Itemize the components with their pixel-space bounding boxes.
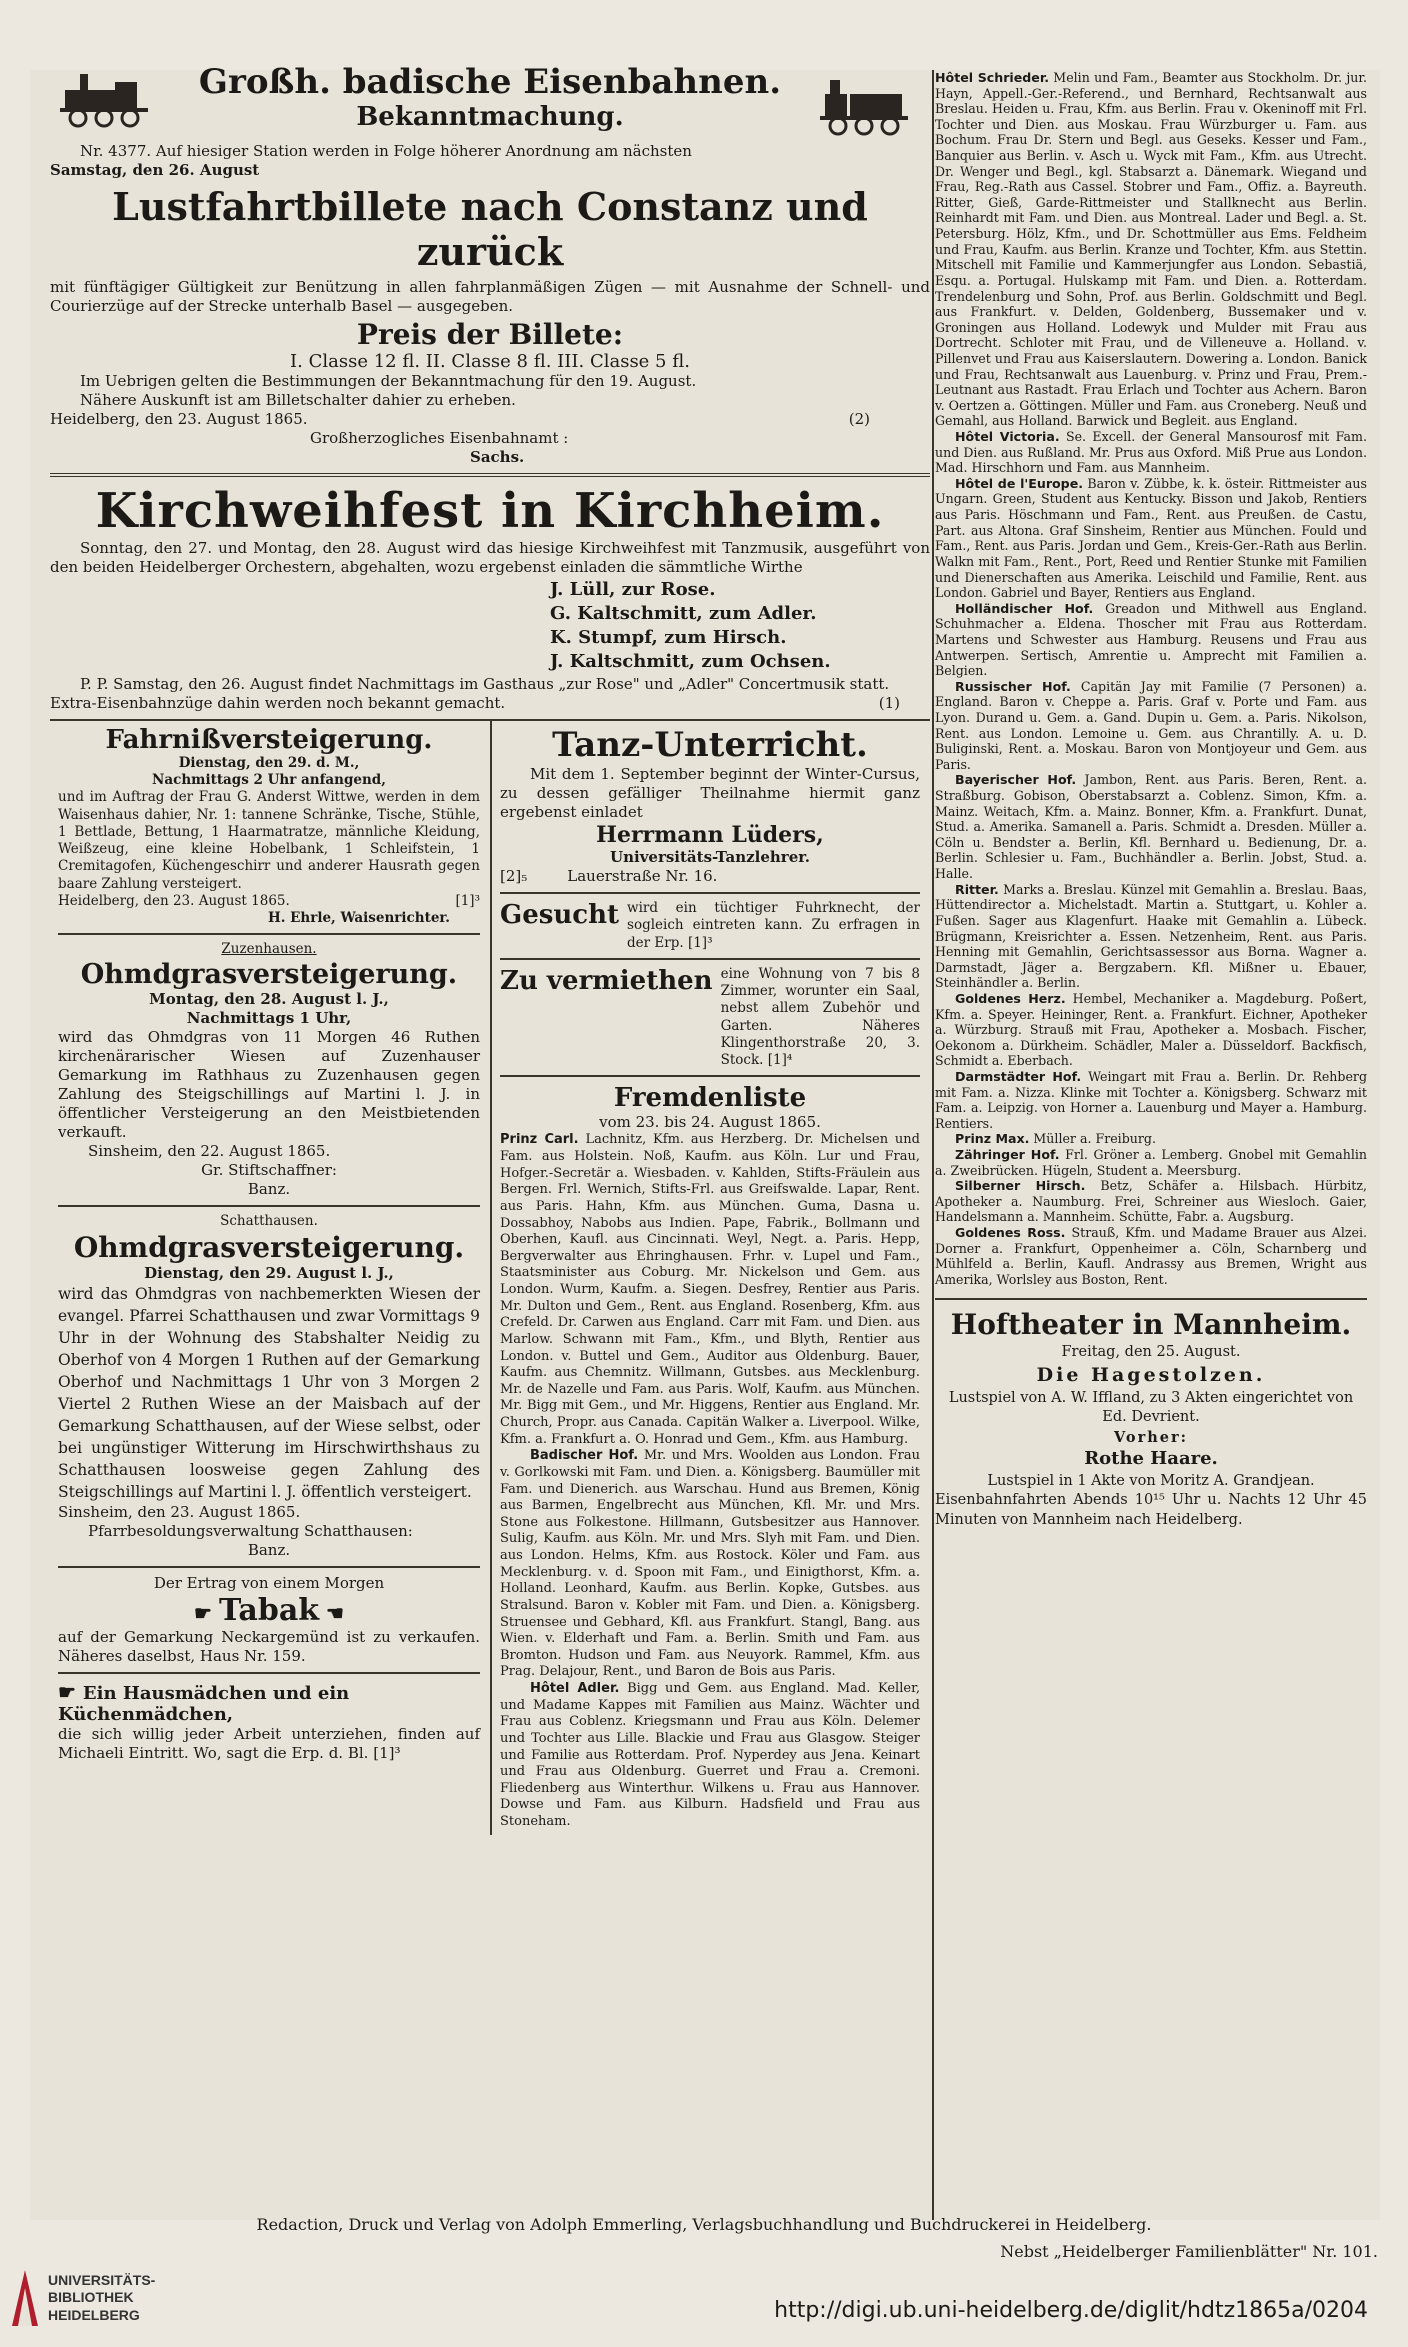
host: K. Stumpf, zum Hirsch. — [550, 627, 787, 649]
ohmd2-place: Sinsheim, den 23. August 1865. — [58, 1502, 301, 1521]
fahrnis-notice — [58, 725, 480, 928]
fahrnis-number: [1]³ — [455, 892, 480, 909]
hotel-guests: Mr. und Mrs. Woolden aus London. Frau v. Gorlkowski mit Fam. und Dien. a. Königsberg. Baumüller mit Fam. und Dienerich. aus Warschau. Hund aus Bremen, König aus Barmen, Engelbrecht aus München, Kfl. Mr. und Mrs. Stone aus Folkestone. Hillmann, Gutsbesitzer aus Hannover. Sulig, Kaufm. aus Köln. Mr. und Mrs. Slyh mit Fam. und Dien. aus London. Helms, Kfm. aus Rostock. Köler und Fam. aus Mecklenburg. v. d. Spoon mit Fam., und Einigthorst, Kfm. a. Holland. Leonhard, Kaufm. aus Berlin. Kopke, Gutsbes. aus Stralsund. Baron v. Kobler mit Fam. und Dien. a. Königsberg. Struensee und Gebhard, Kfl. aus Frankfurt. Stangl, Bang. aus Wien. v. Elderhaft und Fam. a. Berlin. Smith und Fam. aus Bromton. Hudson und Fam. aus Neuyork. Rammel, Kfm. aus Prag. Delajour, Rent., und Baron de Bois aus Paris. — [500, 1448, 920, 1680]
fremden-entry — [935, 1178, 1367, 1225]
theater-desc2: Lustspiel in 1 Akte von Moritz A. Grandjean. — [987, 1472, 1315, 1489]
railway-notice — [50, 62, 930, 467]
hotel-guests: Melin und Fam., Beamter aus Stockholm. Dr. jur. Hayn, Appell.-Ger.-Referend., und Bernhard, Rechtsanwalt aus Breslau. Heiden u. Frau, Kfm. aus Berlin. Frau v. Okeninoff mit Frl. Tochter und Dien. aus Moskau. Frau Würzburger u. Fam. aus Bochum. Frau Dr. Stern und Begl. aus Geseks. Kesser und Fam., Banquier aus Berlin. v. Asch u. Wyck mit Fam., Kfm. aus Utrecht. Dr. Wenger und Begl., kgl. Stabsarzt a. Dänemark. Wiegand und Frau, Reg.-Rath aus Cassel. Stobrer und Fam., Offiz. a. Bayreuth. Ritter, Gieß, Garde-Rittmeister und Stallknecht aus Berlin. Reinhardt mit Fam. und Dien. aus Montreal. Lader und Begl. a. St. Petersburg. Hölz, Kfm., und Dr. Schottmüller aus Ems. Feldheim und Frau, Kaufm. aus Berlin. Kranze und Tochter, Kfm. aus Stettin. Mitschell mit Familie und Kammerjungfer aus London. Sebastiä, Esqu. a. Portugal. Hulskamp mit Fam. und Dien. a. Rotterdam. Trendelenburg und Sohn, Prof. aus Berlin. Goldschmitt und Begl. aus Frankfurt. v. Delden, Goldenberg, Bussemaker und v. Groningen aus Holland. Lodewyk und Mulder mit Frau aus Dortrecht. Schloter mit Frau, und de Villeneuve a. Holland. v. Pillenvet und Frau aus Kaiserslautern. Dowering a. London. Banick und Frau, Rechtsanwalt aus Lauenburg. v. Prinz und Frau, Prem.-Leutnant aus Rastadt. Frau Erlach und Tochter aus Achern. Baron v. Oertzen a. Göttingen. Müller und Fam. aus Croneberg. Neuß und Gemahl, aus Holland. Barwick und Begleit. aus England. — [935, 70, 1367, 429]
library-name: UNIVERSITÄTS- — [48, 2271, 156, 2288]
hausmaedchen-number: [1]³ — [373, 1743, 401, 1762]
fremden-entry — [935, 70, 1367, 429]
hotel-guests: Baron v. Zübbe, k. k. östeir. Rittmeister aus Ungarn. Green, Student aus Kentucky. Bisson und Jakob, Rentiers aus Paris. Höschmann und Fam., Rent. aus Preußen. de Castu, Part. aus Altona. Graf Sinsheim, Rentier aus München. Fould und Fam., Rent. aus Paris. Jordan und Gem., Kreis-Ger.-Rath aus Berlin. Walkn mit Fam., Rent., Port, Reed und Rentier Stunke mit Familien und Dienerschaften aus Amerika. Leischild und Familie, Rent. aus London. Gabriel und Bayer, Rentiers aus England. — [935, 475, 1367, 601]
kirchweih-extra: Extra-Eisenbahnzüge dahin werden noch bekannt gemacht. — [50, 693, 506, 712]
fremden-entry — [935, 1225, 1367, 1287]
hotel-name: Silberner Hirsch. — [955, 1178, 1086, 1194]
railway-subtitle: Bekanntmachung. — [356, 102, 624, 132]
theater-title: Hoftheater in Mannheim. — [950, 1307, 1352, 1341]
hotel-name: Bayerischer Hof. — [955, 772, 1077, 788]
railway-office: Großherzogliches Eisenbahnamt : — [310, 429, 569, 448]
newspaper-page — [30, 62, 1380, 2220]
hausmaedchen-title: Ein Hausmädchen und ein Küchenmädchen, — [58, 1682, 350, 1725]
fremden-entry — [935, 1131, 1367, 1147]
hotel-guests: Betz, Schäfer a. Hilsbach. Hürbitz, Apotheker a. Naumburg. Frei, Schreiner aus Wiesloch. Gaier, Handelsmann a. Mannheim. Schütte, Fabr. a. Augsburg. — [935, 1178, 1367, 1225]
price-list: I. Classe 12 fl. II. Classe 8 fl. III. Classe 5 fl. — [290, 351, 690, 373]
railway-signer: Sachs. — [470, 448, 525, 467]
pointing-hand-icon: ☚ — [319, 1600, 344, 1625]
subcolumn-left — [50, 721, 490, 1835]
fahrnis-title: Fahrnißversteigerung. — [105, 724, 433, 755]
ohmd2-office: Pfarrbesoldungsverwaltung Schatthausen: — [88, 1521, 413, 1540]
divider — [50, 473, 930, 477]
fremden-title: Fremdenliste — [613, 1083, 807, 1114]
railway-note: Im Uebrigen gelten die Bestimmungen der Bekanntmachung für den 19. August. — [80, 372, 697, 391]
ohmd1-body: wird das Ohmdgras von 11 Morgen 46 Ruthen kirchenärarischer Wiesen auf Zuzenhauser Gemarkung im Rathhaus zu Zuzenhausen gegen Zahlung des Steigschillings auf Martini l. J. in öffentlicher Versteigerung an den Meistbietenden verkauft. — [58, 1027, 480, 1142]
hotel-name: Darmstädter Hof. — [955, 1069, 1082, 1084]
host: J. Lüll, zur Rose. — [550, 578, 716, 600]
kirchweih-notice — [50, 483, 930, 712]
ohmd2-notice — [58, 1213, 480, 1559]
fremden-entry — [935, 1069, 1367, 1131]
locomotive-icon — [60, 68, 150, 128]
kirchweih-title: Kirchweihfest in Kirchheim. — [95, 483, 885, 540]
fremden-entry — [935, 601, 1367, 679]
subcolumn-right — [490, 721, 930, 1835]
ohmd1-date: Montag, den 28. August l. J., — [149, 989, 389, 1008]
ohmd1-title: Ohmdgrasversteigerung. — [80, 958, 458, 990]
hotel-name: Badischer Hof. — [530, 1448, 639, 1464]
railway-date: Samstag, den 26. August — [50, 161, 260, 180]
hotel-guests: Lachnitz, Kfm. aus Herzberg. Dr. Michelsen und Fam. aus Holstein. Noß, Kaufm. aus Köln. Lur und Frau, Hofger.-Secretär a. Wiesbaden. v. Kahlden, Stifts-Fräulein aus Bergen. Frl. Wernich, Stifts-Frl. aus Greifswalde. Lapar, Rent. aus Paris. Hahn, Kfm. aus München. Guma, Dasna u. Dossabhoy, Nabobs aus Indien. Pape, Fabrik., Bollmann und Oberhen, Kaufl. aus Cincinnati. Weyl, Negt. a. Paris. Hepp, Bergverwalter aus Ehringhausen. Frhr. v. Lupel und Fam., Staatsminister aus Coburg. Mr. Nickelson und Gem. aus London. Wurm, Kaufm. a. Siegen. Desfrey, Rentier aus Paris. Mr. Dulton und Gem., Rent. aus England. Rosenberg, Kfm. aus Crefeld. Dr. Carwen aus England. Carr mit Fam. und Dien. aus Marlow. Schwann mit Fam., Kfm., und Blyth, Rentier aus London. v. Buttel und Gem., Auditor aus Oldenburg. Bauer, Kaufm. aus Chemnitz. Willmann, Gutsbes. aus Mecklenburg. Mr. de Nazelle und Fam. aus Paris. Wolf, Kaufm. aus München. Mr. Bigg mit Gem., und Mr. Higgens, Rentier aus England. Mr. Church, Propr. aus Canada. Capitän Walker a. Liverpool. Wilke, Kfm. a. Frankfurt a. O. Honrad und Gem., Kfm. aus Hamburg. — [500, 1132, 920, 1447]
hotel-name: Zähringer Hof. — [955, 1147, 1060, 1163]
fahrnis-body: und im Auftrag der Frau G. Anderst Wittwe, werden in dem Waisenhaus dahier, Nr. 1: tannene Schränke, Tische, Stühle, 1 Bettlade, Bettung, 1 Haarmatratze, männliche Kleidung, Weißzeug, eine kleine Hobelbank, 1 Schleifstein, 1 Cremitagofen, Küchengeschirr und anderer Hausrath gegen baare Zahlung versteigert. — [58, 789, 480, 892]
tanz-notice — [500, 725, 920, 886]
ohmd1-place: Sinsheim, den 22. August 1865. — [88, 1142, 331, 1161]
imprint: Redaction, Druck und Verlag von Adolph Emmerling, Verlagsbuchhandlung und Buchdruckerei in Heidelberg. — [256, 2215, 1152, 2234]
hotel-guests: Jambon, Rent. aus Paris. Beren, Rent. a. Straßburg. Gobison, Oberstabsarzt a. Coblenz. Simon, Kfm. a. Mainz. Weitach, Kfm. a. Mainz. Bonner, Kfm. a. Frankfurt. Dunat, Stud. a. Amerika. Samanell a. Paris. Schmidt a. Dresden. Müller a. Cöln u. Bendster a. Berlin, Kfl. Bernhard u. Bedienung, Dr. a. Berlin. Schlesier u. Fam., Buchhändler a. Berlin. Jobst, Stud. a. Halle. — [935, 772, 1367, 882]
gesucht-number: [1]³ — [687, 934, 713, 951]
tanz-body: Mit dem 1. September beginnt der Winter-Cursus, zu dessen gefälliger Theilnahme hiermit ganz ergebenst einladet — [500, 764, 920, 821]
fremden-entry — [500, 1132, 920, 1448]
fremdenliste — [500, 1083, 920, 1830]
library-crest-icon — [10, 2268, 40, 2328]
library-logo — [10, 2268, 155, 2328]
ohmd1-signer: Banz. — [247, 1180, 291, 1199]
hotel-guests: Strauß, Kfm. und Madame Brauer aus Alzei. Dorner a. Frankfurt, Oppenheimer a. Cöln, Scharnberg und Mühlfeld a. Berlin, Kaufl. Andrassy aus Bremen, Wright aus Amerika, Worlsley aus Boston, Rent. — [935, 1225, 1367, 1287]
hotel-name: Ritter. — [955, 881, 999, 897]
theater-play2: Rothe Haare. — [1084, 1448, 1218, 1470]
divider — [935, 1298, 1367, 1300]
gesucht-title: Gesucht — [500, 900, 620, 931]
fremden-entry — [935, 476, 1367, 601]
hotel-guests: Capitän Jay mit Familie (7 Personen) a. England. Baron v. Cheppe a. Paris. Graf v. Porte und Fam. aus Lyon. Durand u. Gem. a. Gand. Dupin u. Gem. a. Paris. Nikolson, Rent. aus London. Lemoine u. Gem. aus Chrantilly. A. u. D. Buliginski, Rent. a. Moskau. Baron von Montjoyeur und Gem. aus Paris. — [935, 678, 1367, 772]
divider — [58, 1672, 480, 1674]
hotel-guests: Se. Excell. der General Mansourosf mit Fam. und Dien. aus Rußland. Mr. Prus aus Oxford. Miß Prue aus London. Mad. Hirschhorn und Fam. aus Mannheim. — [935, 429, 1367, 476]
fremden-entry — [935, 882, 1367, 991]
kirchweih-hosts — [550, 578, 930, 675]
ohmd2-signer: Banz. — [247, 1540, 291, 1559]
hotel-guests: Greadon und Mithwell aus England. Schuhmacher a. Eldena. Thoscher mit Frau aus Rotterdam. Martens und Schwester aus Hamburg. Reusens und Frau aus Antwerpen. Sertisch, Amrentie u. Amprecht mit Familien a. Belgien. — [935, 600, 1368, 679]
pointing-hand-icon: ☛ — [194, 1600, 219, 1625]
library-name: HEIDELBERG — [48, 2306, 140, 2323]
price-heading: Preis der Billete: — [356, 318, 624, 352]
vermiethen-title: Zu vermiethen — [500, 965, 713, 996]
hotel-guests: Hembel, Mechaniker a. Magdeburg. Poßert, Kfm. a. Speyer. Heininger, Rent. a. Frankfurt. Eichner, Apotheker a. Würzburg. Strauß mit Frau, Apotheker a. Mosbach. Fischer, Oekonom a. Dürkheim. Schädler, Maler a. Düsseldorf. Backfisch, Schmidt a. Eberbach. — [935, 990, 1367, 1069]
fremden-entry — [935, 772, 1367, 881]
railway-place-date: Heidelberg, den 23. August 1865. — [50, 410, 308, 429]
column-rule — [932, 70, 934, 2220]
railway-number: (2) — [848, 410, 870, 429]
railway-title: Großh. badische Eisenbahnen. — [198, 62, 782, 102]
hotel-guests: Bigg und Gem. aus England. Mad. Keller, und Madame Kappes mit Familien aus Mainz. Wächter und Frau aus Coblenz. Kriegsmann und Frau aus Köln. Delemer und Tochter aus Lille. Blackie und Frau aus Glasgow. Steiger und Familie aus Rotterdam. Prof. Nyperdey aus Jena. Keinart und Frau aus Oldenburg. Guerret und Frau a. Cremoni. Fliedenberg aus Winterthur. Wilkens u. Frau aus Hannover. Dowse und Fam. aus Kilburn. Hadsfield und Frau aus Stoneham. — [500, 1681, 920, 1830]
left-column — [50, 62, 930, 1835]
divider — [500, 892, 920, 894]
hotel-guests: Marks a. Breslau. Künzel mit Gemahlin a. Breslau. Baas, Hüttendirector a. Michelstadt. Martin a. Stuttgart, u. Kohler a. Fußen. Sager aus Klagenfurt. Haake mit Gemahlin a. Lübeck. Brügmann, Kreisrichter a. Essen. Netzenheim, Rent. aus Paris. Henning mit Gemahlin, Gerichtsassessor aus Borna. Wagner a. Darmstadt, Jäger a. Bergzabern. Kfl. Mißner u. Ebauer, Steinhändler a. Berlin. — [935, 881, 1367, 991]
library-name: BIBLIOTHEK — [48, 2289, 134, 2306]
hotel-guests: Weingart mit Frau a. Berlin. Dr. Rehberg mit Fam. a. Nizza. Klinke mit Tochter a. Königsberg. Schwarz mit Fam. a. Leipzig. von Horner a. Lauenburg und Mayer a. Hamburg. Rentiers. — [935, 1069, 1368, 1131]
hotel-name: Russischer Hof. — [955, 678, 1071, 694]
hotel-name: Prinz Max. — [955, 1131, 1030, 1147]
divider — [500, 1075, 920, 1077]
divider — [58, 1205, 480, 1207]
tanz-title: Tanz-Unterricht. — [552, 724, 868, 765]
tanz-role: Universitäts-Tanzlehrer. — [610, 847, 810, 866]
tabak-notice — [58, 1574, 480, 1666]
gesucht-body: wird ein tüchtiger Fuhrknecht, der sogleich eintreten kann. Zu erfragen in der Erp. — [627, 900, 920, 951]
divider — [58, 933, 480, 935]
theater-play: Die Hagestolzen. — [1036, 1363, 1266, 1386]
fremden-entry — [500, 1681, 920, 1831]
ohmd1-village: Zuzenhausen. — [221, 941, 317, 958]
fremden-entry — [935, 429, 1367, 476]
hotel-guests: Frl. Gröner a. Lemberg. Gnobel mit Gemahlin a. Zweibrücken. Hügeln, Student a. Meersburg. — [935, 1147, 1367, 1178]
tabak-pre: Der Ertrag von einem Morgen — [153, 1573, 385, 1592]
host: J. Kaltschmitt, zum Ochsen. — [550, 651, 831, 673]
theater-date: Freitag, den 25. August. — [1061, 1344, 1241, 1361]
supplement-note: Nebst „Heidelberger Familienblätter" Nr. 101. — [1000, 2242, 1378, 2261]
hotel-name: Hôtel de l'Europe. — [955, 475, 1084, 491]
hausmaedchen-body: die sich willig jeder Arbeit unterziehen, finden auf Michaeli Eintritt. Wo, sagt die Erp. d. Bl. — [58, 1724, 480, 1762]
ohmd2-date: Dienstag, den 29. August l. J., — [144, 1263, 394, 1282]
tanz-number: [2]₅ — [500, 866, 528, 885]
fremden-entry — [935, 1147, 1367, 1178]
divider — [500, 958, 920, 960]
theater-notice — [935, 1306, 1367, 1531]
divider — [58, 1566, 480, 1568]
fremden-entry — [500, 1448, 920, 1681]
railway-body: mit fünftägiger Gültigkeit zur Benützung in allen fahrplanmäßigen Zügen — mit Ausnahme der Schnell- und Courierzüge auf der Strecke unterhalb Basel — ausgegeben. — [50, 278, 930, 316]
vermiethen-number: [1]⁴ — [767, 1052, 793, 1069]
ohmd2-village: Schatthausen. — [220, 1213, 318, 1230]
ohmd1-time: Nachmittags 1 Uhr, — [186, 1008, 352, 1027]
vermiethen-body: eine Wohnung von 7 bis 8 Zimmer, worunter ein Saal, nebst allem Zubehör und Garten. Näheres Klingenthorstraße 20, 3. Stock. — [720, 965, 920, 1069]
railway-note: Nähere Auskunft ist am Billetschalter dahier zu erheben. — [80, 391, 516, 410]
hotel-name: Hôtel Schrieder. — [935, 70, 1050, 85]
tanz-address: Lauerstraße Nr. 16. — [567, 866, 718, 885]
ohmd2-title: Ohmdgrasversteigerung. — [73, 1230, 465, 1264]
hausmaedchen-notice — [58, 1680, 480, 1763]
hotel-name: Holländischer Hof. — [955, 600, 1094, 616]
subcolumns — [50, 719, 930, 1835]
pointing-hand-icon: ☛ — [58, 1679, 83, 1704]
tabak-body: auf der Gemarkung Neckargemünd ist zu verkaufen. Näheres daselbst, Haus Nr. 159. — [58, 1627, 480, 1665]
railway-headline: Lustfahrtbillete nach Constanz und zurück — [112, 184, 868, 275]
fahrnis-place: Heidelberg, den 23. August 1865. — [58, 892, 290, 909]
kirchweih-pp: P. P. Samstag, den 26. August findet Nachmittags im Gasthaus „zur Rose" und „Adler" Concertmusik statt. — [80, 674, 890, 693]
railway-intro: Nr. 4377. Auf hiesiger Station werden in Folge höherer Anordnung am nächsten — [80, 142, 692, 160]
gesucht-notice — [500, 900, 920, 952]
hotel-name: Hôtel Adler. — [530, 1681, 620, 1697]
fahrnis-date: Dienstag, den 29. d. M., — [178, 754, 360, 771]
theater-rail: Eisenbahnfahrten Abends 10¹⁵ Uhr u. Nachts 12 Uhr 45 Minuten von Mannheim nach Heidelberg. — [935, 1492, 1367, 1528]
source-url-link[interactable]: http://digi.ub.uni-heidelberg.de/diglit/hdtz1865a/0204 — [774, 2298, 1368, 2323]
theater-before: Vorher: — [1114, 1428, 1188, 1446]
fremden-date: vom 23. bis 24. August 1865. — [599, 1113, 821, 1132]
fremden-entry — [935, 679, 1367, 773]
hotel-name: Hôtel Victoria. — [955, 429, 1060, 445]
hotel-name: Goldenes Herz. — [955, 990, 1066, 1006]
hotel-guests: Müller a. Freiburg. — [1033, 1131, 1156, 1147]
tabak-title: Tabak — [218, 1592, 320, 1628]
ohmd1-notice — [58, 941, 480, 1199]
fahrnis-signer: H. Ehrle, Waisenrichter. — [267, 910, 450, 927]
locomotive-icon — [820, 76, 910, 136]
tanz-name: Herrmann Lüders, — [596, 821, 824, 848]
kirchweih-number: (1) — [878, 693, 900, 712]
fremden-entry — [935, 991, 1367, 1069]
right-column — [935, 70, 1375, 1530]
ohmd1-office: Gr. Stiftschaffner: — [201, 1161, 337, 1180]
kirchweih-body: Sonntag, den 27. und Montag, den 28. August wird das hiesige Kirchweihfest mit Tanzmusik, ausgeführt von den beiden Heidelberger Orchestern, abgehalten, wozu ergebenst einladen die sämmtliche Wirthe — [50, 539, 930, 577]
host: G. Kaltschmitt, zum Adler. — [550, 602, 817, 624]
ohmd2-body: wird das Ohmdgras von nachbemerkten Wiesen der evangel. Pfarrei Schatthausen und zwar Vormittags 9 Uhr in der Wohnung des Stabshalter Neidig zu Oberhof von 4 Morgen 1 Ruthen auf der Gemarkung Oberhof und Nachmittags 1 Uhr von 3 Morgen 2 Viertel 2 Ruthen Wiese an der Maisbach auf der Gemarkung Schatthausen, auf der Wiese selbst, oder bei ungünstiger Witterung im Hirschwirthshaus zu Schatthausen loosweise gegen Zahlung des Steigschillings auf Martini l. J. öffentlich versteigert. — [58, 1284, 480, 1501]
hotel-name: Prinz Carl. — [500, 1132, 579, 1148]
fahrnis-time: Nachmittags 2 Uhr anfangend, — [152, 772, 386, 789]
theater-desc: Lustspiel von A. W. Iffland, zu 3 Akten eingerichtet von Ed. Devrient. — [948, 1389, 1354, 1426]
hotel-name: Goldenes Ross. — [955, 1225, 1066, 1241]
vermiethen-notice — [500, 966, 920, 1070]
